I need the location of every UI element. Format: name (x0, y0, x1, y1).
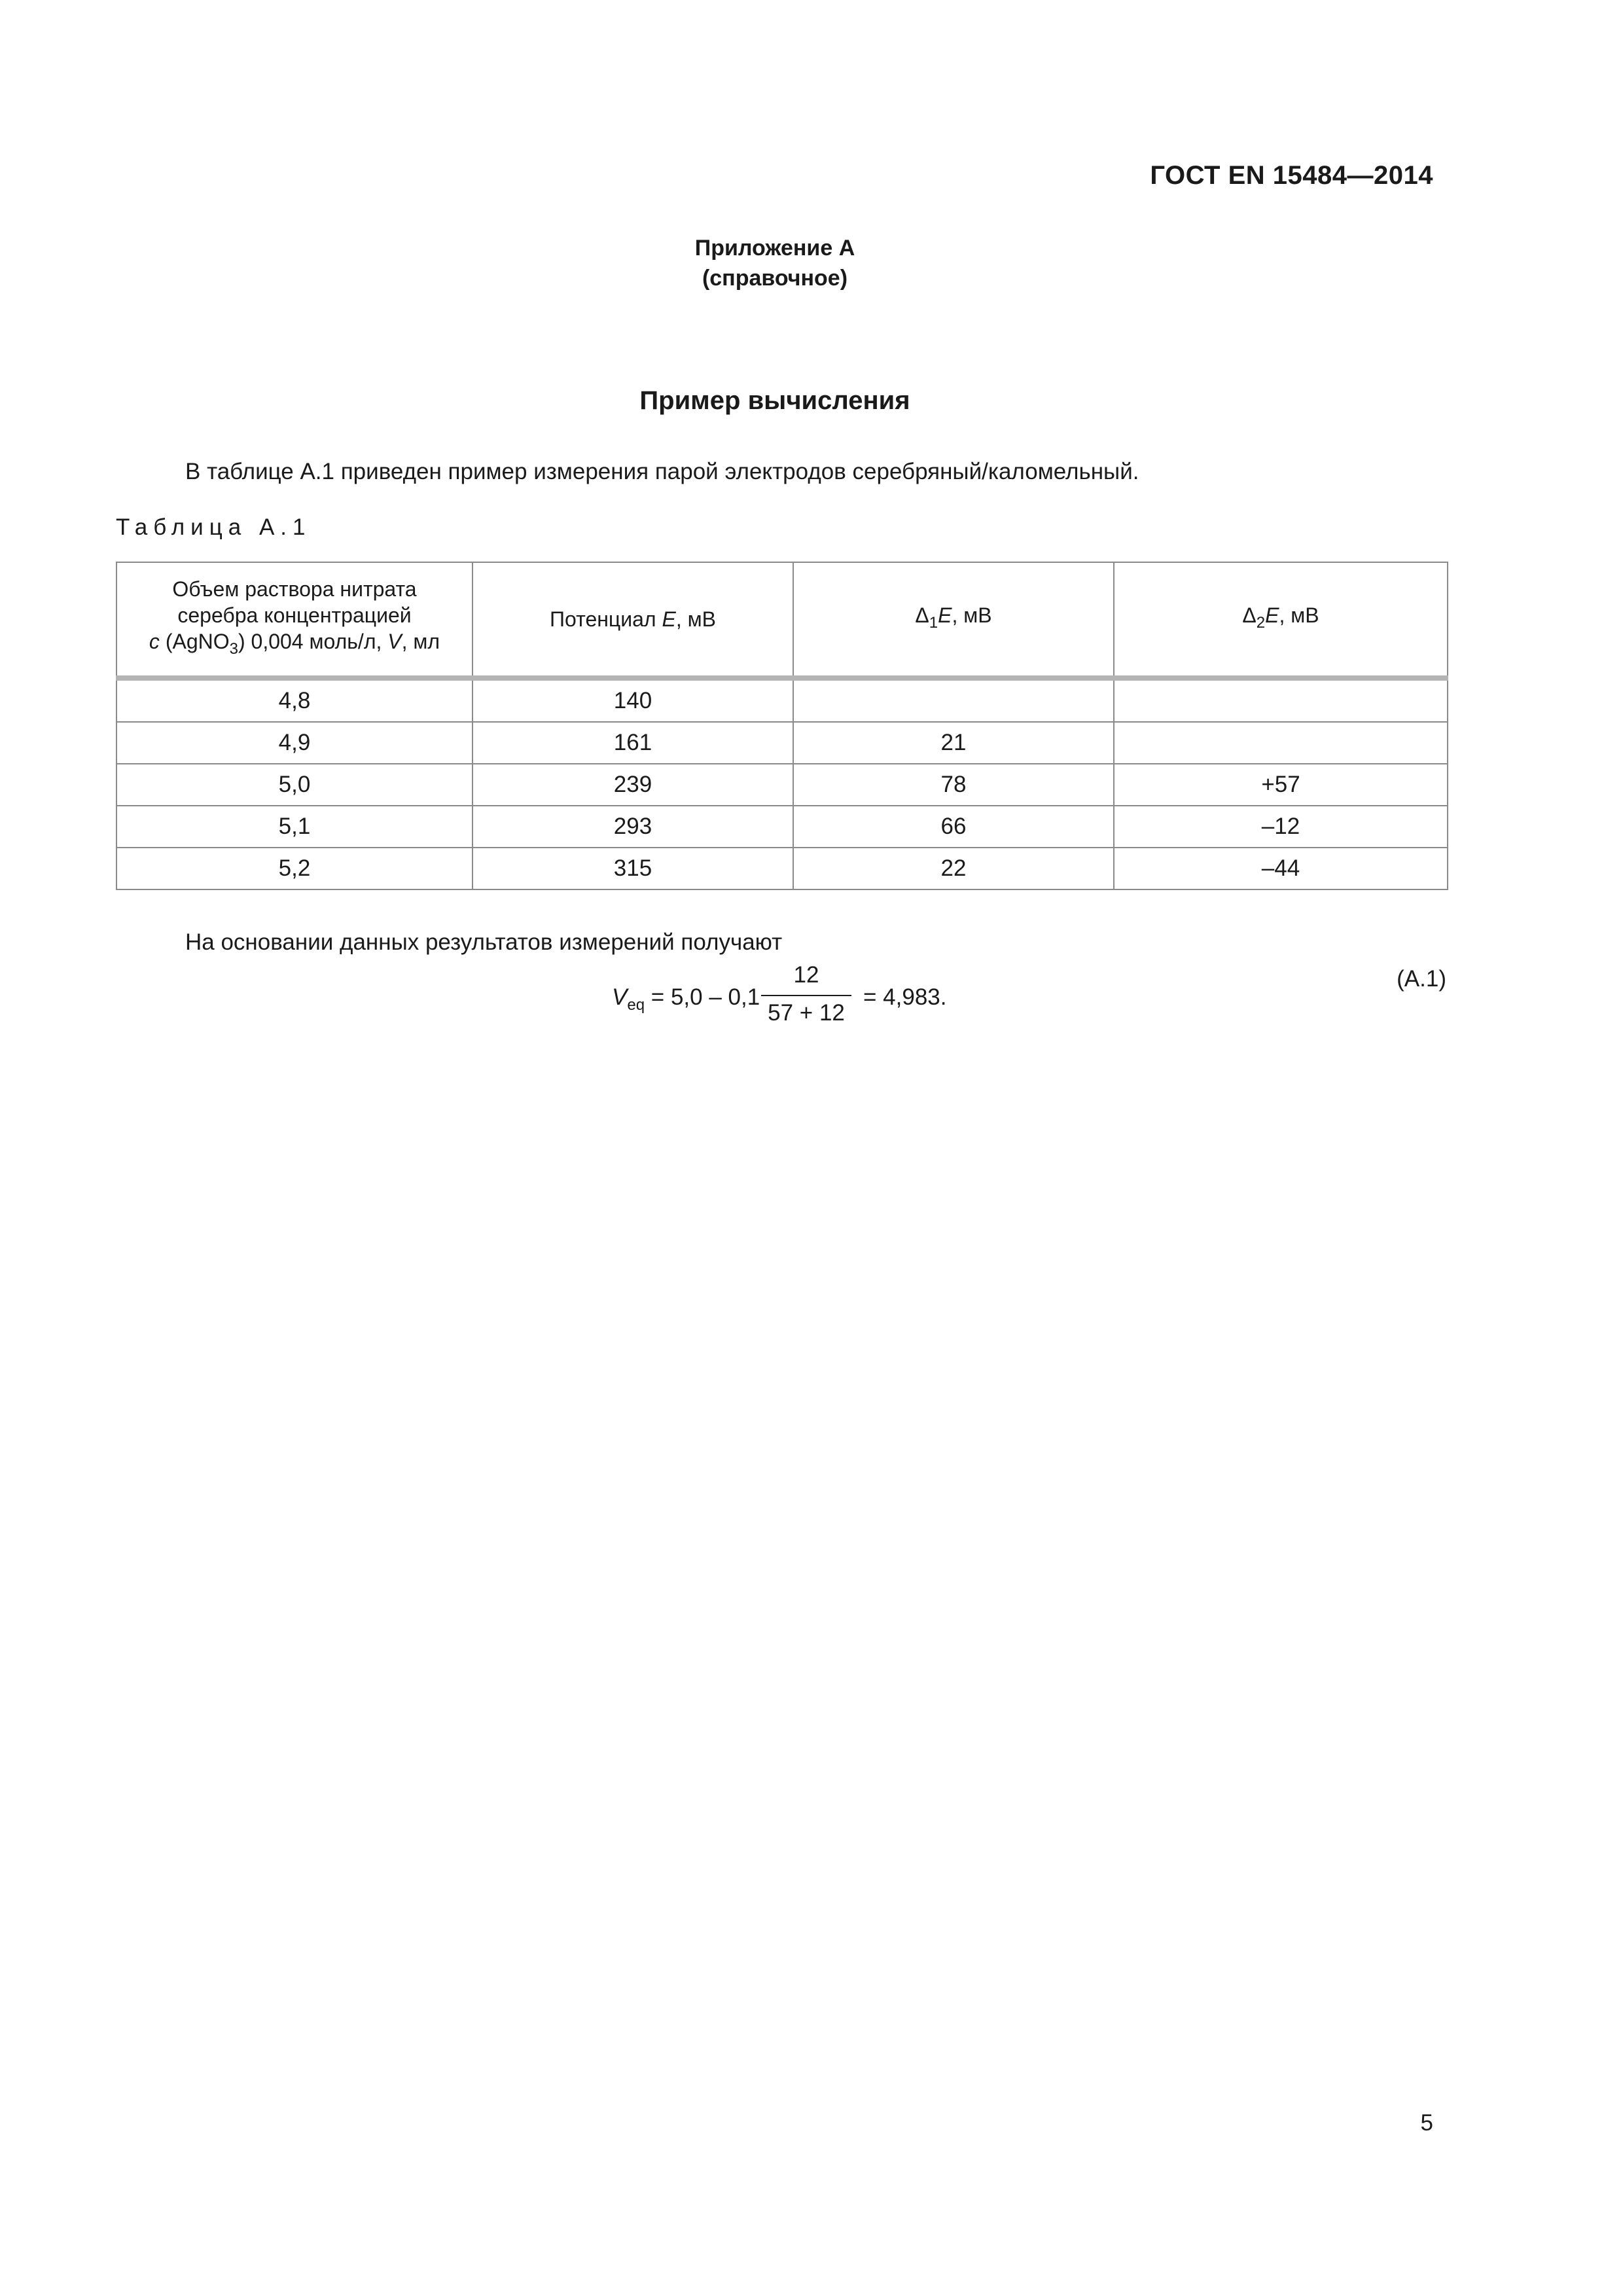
appendix-subtitle: (справочное) (702, 266, 848, 291)
header-volume-rest: ) 0,004 моль/л, (238, 630, 388, 653)
cell-delta1 (793, 678, 1114, 722)
cell-volume: 4,9 (116, 722, 473, 764)
intro-paragraph: В таблице А.1 приведен пример измерения парой электродов серебряный/каломельный. (185, 459, 1139, 484)
header-potential (473, 562, 793, 678)
cell-delta1: 78 (793, 764, 1114, 806)
appendix-title: Приложение А (694, 236, 855, 260)
formula-var: V (612, 984, 628, 1010)
cell-potential: 293 (473, 806, 793, 848)
table-row (116, 678, 1448, 722)
header-delta2-sub: 2 (1256, 614, 1266, 632)
header-volume (116, 562, 473, 678)
formula-numerator: 12 (793, 962, 819, 988)
header-volume-sub: 3 (229, 640, 238, 658)
cell-potential: 239 (473, 764, 793, 806)
formula-number: (A.1) (1397, 966, 1446, 992)
header-delta2 (1114, 562, 1448, 678)
header-delta2-symbol: Δ (1242, 603, 1257, 627)
header-delta1-var: E (938, 603, 952, 627)
conclusion-paragraph: На основании данных результатов измерений получают (185, 929, 783, 955)
cell-delta2 (1114, 678, 1448, 722)
table-row (116, 848, 1448, 889)
header-potential-var: E (662, 607, 676, 631)
cell-volume: 5,1 (116, 806, 473, 848)
table-row (116, 764, 1448, 806)
table-caption: Таблица А.1 (116, 514, 312, 540)
cell-potential: 315 (473, 848, 793, 889)
header-volume-c: c (149, 630, 160, 653)
cell-volume: 4,8 (116, 678, 473, 722)
formula-rhs: = 4,983. (863, 984, 947, 1010)
header-delta1-symbol: Δ (915, 603, 929, 627)
cell-delta2: –44 (1114, 848, 1448, 889)
cell-volume: 5,0 (116, 764, 473, 806)
formula-var-sub: eq (627, 996, 645, 1014)
header-delta1-unit: , мВ (952, 603, 992, 627)
header-delta2-unit: , мВ (1279, 603, 1319, 627)
cell-potential: 140 (473, 678, 793, 722)
cell-potential: 161 (473, 722, 793, 764)
cell-delta2: +57 (1114, 764, 1448, 806)
table-row (116, 722, 1448, 764)
cell-delta2 (1114, 722, 1448, 764)
header-potential-text: Потенциал (550, 607, 662, 631)
page-number: 5 (1420, 2110, 1433, 2136)
cell-volume: 5,2 (116, 848, 473, 889)
cell-delta1: 21 (793, 722, 1114, 764)
document-code: ГОСТ EN 15484—2014 (1150, 161, 1433, 190)
header-delta1 (793, 562, 1114, 678)
cell-delta1: 22 (793, 848, 1114, 889)
formula-lhs (612, 984, 760, 1014)
formula-lhs-rest: = 5,0 – 0,1 (645, 984, 760, 1010)
header-delta1-sub: 1 (929, 614, 938, 632)
table-header-row (116, 562, 1448, 678)
section-title: Пример вычисления (639, 386, 910, 415)
header-volume-unit: , мл (401, 630, 440, 653)
header-volume-v: V (387, 630, 402, 653)
formula-denominator: 57 + 12 (768, 1000, 845, 1026)
cell-delta2: –12 (1114, 806, 1448, 848)
table-row (116, 806, 1448, 848)
header-volume-agno: (AgNO (159, 630, 230, 653)
cell-delta1: 66 (793, 806, 1114, 848)
data-table (116, 562, 1448, 890)
header-volume-line1: Объем раствора нитрата (172, 577, 417, 601)
header-delta2-var: E (1265, 603, 1279, 627)
header-volume-line2: серебра концентрацией (177, 603, 412, 627)
header-potential-unit: , мВ (675, 607, 716, 631)
fraction-bar (761, 995, 851, 996)
